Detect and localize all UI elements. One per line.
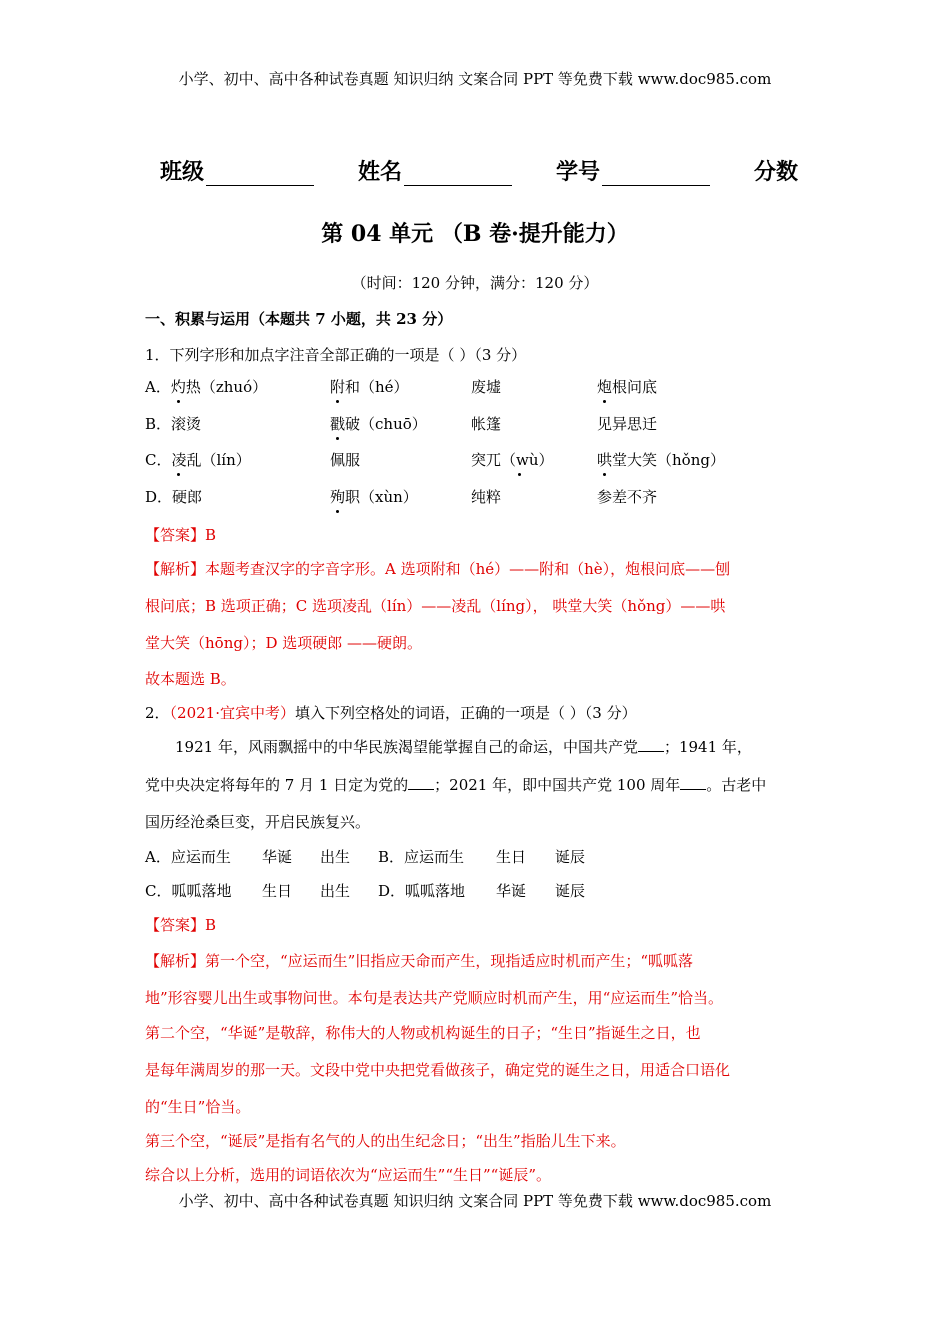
q1-option-c-word4: 哄堂大笑（hǒng） [597, 451, 725, 469]
q2-analysis-line3: 第二个空，“华诞”是敬辞，称伟大的人物或机构诞生的日子；“生日”指诞生之日，也 [145, 1024, 701, 1042]
q1-option-a-word3: 废墟 [471, 378, 502, 396]
score-label: 分数 [754, 159, 799, 185]
q1-analysis-line3: 堂大笑（hōng）；D 选项硬郎 ——硬朗。 [145, 634, 423, 652]
dotted-char: 灼 [170, 378, 186, 396]
q2-option-d-word2: 华诞 [496, 882, 527, 900]
q1-analysis-line1: 【解析】本题考查汉字的字音字形。A 选项附和（hé）——附和（hè），炮根问底——刨 [145, 560, 731, 578]
dotted-char: 戳 [330, 415, 346, 433]
q1-option-c-word3: 突兀（wù） [471, 451, 554, 469]
q2-analysis-line6: 第三个空，“诞辰”是指有名气的人的出生纪念日；“出生”指胎儿生下来。 [145, 1132, 626, 1150]
q2-option-b-word2: 生日 [496, 848, 527, 866]
class-blank[interactable] [206, 163, 314, 186]
blank-1[interactable] [638, 739, 664, 752]
q2-analysis-line5: 的“生日”恰当。 [145, 1098, 251, 1116]
q2-option-d-word3: 诞辰 [555, 882, 586, 900]
q2-source: （2021·宜宾中考） [169, 704, 295, 722]
q2-option-b[interactable]: B．应运而生 [378, 848, 465, 866]
q2-answer: 【答案】B [145, 916, 217, 934]
q2-option-c[interactable]: C．呱呱落地 [145, 882, 232, 900]
dotted-char: 附 [330, 378, 346, 396]
dotted-char: 凌 [171, 451, 187, 469]
student-id-label: 学号 [556, 159, 601, 185]
q1-option-d[interactable]: D．硬郎 [145, 488, 203, 506]
class-field[interactable] [160, 155, 314, 186]
dotted-char: 炮 [597, 378, 613, 396]
q1-conclusion: 故本题选 B。 [145, 670, 236, 688]
q1-option-d-word4: 参差不齐 [597, 488, 658, 506]
q1-option-d-word2: 殉职（xùn） [330, 488, 418, 506]
q2-passage-line1: 1921 年，风雨飘摇中的中华民族渴望能掌握自己的命运，中国共产党 ；1941 年， [175, 738, 752, 756]
q1-option-b-word4: 见异思迁 [597, 415, 658, 433]
name-field[interactable] [358, 155, 512, 186]
q2-option-d[interactable]: D．呱呱落地 [378, 882, 466, 900]
q1-analysis-line2: 根问底；B 选项正确；C 选项凌乱（lín）——凌乱（líng）， 哄堂大笑（hǒng）——哄 [145, 597, 726, 615]
q2-analysis-line2: 地”形容婴儿出生或事物问世。本句是表达共产党顺应时机而产生，用“应运而生”恰当。 [145, 989, 724, 1007]
student-id-blank[interactable] [602, 163, 710, 186]
page-footer: 小学、初中、高中各种试卷真题 知识归纳 文案合同 PPT 等免费下载 www.doc985.com [178, 1192, 772, 1210]
q1-answer: 【答案】B [145, 526, 217, 544]
q1-stem: 1．下列字形和加点字注音全部正确的一项是（ ）（3 分） [145, 346, 527, 364]
q1-option-a[interactable]: A．灼热（zhuó） [145, 378, 268, 396]
dotted-char: 殉 [330, 488, 346, 506]
q2-option-b-word3: 诞辰 [555, 848, 586, 866]
blank-2[interactable] [408, 777, 434, 790]
name-label: 姓名 [358, 159, 403, 185]
page-title: 第 04 单元 （B 卷·提升能力） [321, 221, 629, 247]
q2-analysis-line1: 【解析】第一个空，“应运而生”旧指应天命而产生，现指适应时机而产生；“呱呱落 [145, 952, 694, 970]
blank-3[interactable] [680, 777, 706, 790]
q1-option-c-word2: 佩服 [330, 451, 361, 469]
name-blank[interactable] [404, 163, 512, 186]
q2-option-a-word3: 出生 [320, 848, 351, 866]
q1-option-d-word3: 纯粹 [471, 488, 502, 506]
score-field [754, 155, 798, 186]
q1-option-b-word2: 戳破（chuō） [330, 415, 427, 433]
q1-option-c[interactable]: C．凌乱（lín） [145, 451, 251, 469]
page-header: 小学、初中、高中各种试卷真题 知识归纳 文案合同 PPT 等免费下载 www.doc985.com [178, 70, 772, 88]
time-note: （时间：120 分钟，满分：120 分） [351, 274, 599, 292]
student-info-fields [160, 155, 842, 186]
q1-option-b-word3: 帐篷 [471, 415, 502, 433]
dotted-char: 哄 [597, 451, 613, 469]
q2-option-a-word2: 华诞 [262, 848, 293, 866]
q2-analysis-line7: 综合以上分析，选用的词语依次为“应运而生”“生日”“诞辰”。 [145, 1166, 552, 1184]
q2-option-a[interactable]: A．应运而生 [145, 848, 231, 866]
q2-option-c-word2: 生日 [262, 882, 293, 900]
q2-stem: 2．（2021·宜宾中考）填入下列空格处的词语，正确的一项是（ ）（3 分） [145, 704, 637, 722]
q1-option-b[interactable]: B．滚烫 [145, 415, 202, 433]
q1-option-a-word2: 附和（hé） [330, 378, 409, 396]
q2-option-c-word3: 出生 [320, 882, 351, 900]
class-label: 班级 [160, 159, 205, 185]
q2-analysis-line4: 是每年满周岁的那一天。文段中党中央把党看做孩子，确定党的诞生之日，用适合口语化 [145, 1061, 731, 1079]
q2-passage-line2: 党中央决定将每年的 7 月 1 日定为党的 ；2021 年，即中国共产党 100 周年 。古老中 [145, 776, 767, 794]
q1-option-a-word4: 炮根问底 [597, 378, 658, 396]
student-id-field[interactable] [556, 155, 710, 186]
q2-passage-line3: 国历经沧桑巨变，开启民族复兴。 [145, 813, 371, 831]
section-heading: 一、积累与运用（本题共 7 小题，共 23 分） [145, 310, 453, 328]
dotted-char: 兀（wù） [486, 451, 554, 469]
